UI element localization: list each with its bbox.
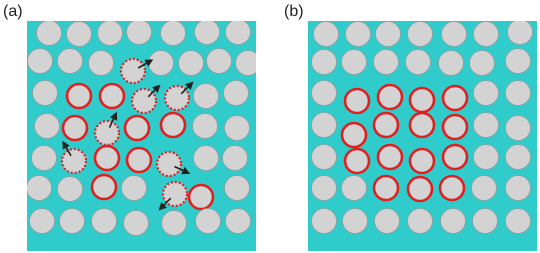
panel-a-particle <box>179 51 204 76</box>
panel-b-particle <box>376 22 401 47</box>
panel-a-ringed-particle <box>189 185 213 209</box>
panel-a-particle <box>124 211 149 236</box>
panel-a-particle <box>122 176 147 201</box>
panel-b-particle <box>342 50 367 75</box>
panel-b-particle <box>506 176 531 201</box>
panel-a-particle <box>92 209 117 234</box>
panel-b-particle <box>342 176 367 201</box>
panel-b-particle <box>312 145 337 170</box>
panel-a-particle <box>236 51 257 76</box>
panel-a-particle <box>194 84 219 109</box>
panel-a-particle <box>225 116 250 141</box>
panel-a-particle <box>58 177 83 202</box>
panel-a-particle <box>67 22 92 47</box>
panel-a-particle <box>35 114 60 139</box>
panel-b-particle <box>375 209 400 234</box>
panel-b-particle <box>474 145 499 170</box>
panel-b-particle <box>506 49 531 74</box>
panel-b-label: (b) <box>284 3 304 20</box>
panel-a-particle <box>32 146 57 171</box>
panel-b-ringed-particle <box>378 145 402 169</box>
panel-b-particle <box>506 81 531 106</box>
panel-a-particle <box>161 21 186 46</box>
panel-a <box>27 21 256 251</box>
panel-a-dotted-particle <box>157 152 181 176</box>
panel-b-particle <box>506 209 531 234</box>
panel-a-particle <box>27 176 52 201</box>
panel-a-particle <box>196 209 221 234</box>
panel-a-particle <box>58 49 83 74</box>
panel-b-particle <box>470 51 495 76</box>
panel-b-particle <box>408 209 433 234</box>
panel-b-particle <box>343 209 368 234</box>
panel-b-ringed-particle <box>443 145 467 169</box>
panel-a-particle <box>162 211 187 236</box>
panel-b-particle <box>441 209 466 234</box>
panel-b-particle <box>506 116 531 141</box>
panel-b-particle <box>473 209 498 234</box>
panel-b-ringed-particle <box>443 86 467 110</box>
panel-a-ringed-particle <box>67 84 91 108</box>
panel-a-particle <box>225 176 250 201</box>
panel-b-particle <box>508 21 533 45</box>
panel-a-label: (a) <box>3 3 23 20</box>
panel-b-particle <box>312 209 337 234</box>
panel-a-particle <box>207 49 232 74</box>
panel-b-particle <box>474 22 499 47</box>
panel-b-ringed-particle <box>374 113 398 137</box>
panel-a-particle <box>60 209 85 234</box>
panel-a-ringed-particle <box>92 175 116 199</box>
panel-b-ringed-particle <box>410 113 434 137</box>
panel-a-particle <box>98 21 123 46</box>
panel-a-particle <box>37 21 62 46</box>
panel-b-particle <box>474 113 499 138</box>
panel-b-ringed-particle <box>410 149 434 173</box>
panel-a-particle <box>224 81 249 106</box>
panel-b <box>308 21 537 251</box>
panel-a-particle <box>33 81 58 106</box>
panel-a-particle <box>226 209 251 234</box>
panel-a-particle <box>30 209 55 234</box>
panel-a-particle <box>193 114 218 139</box>
panel-b-particle <box>312 81 337 106</box>
panel-b-particle <box>474 81 499 106</box>
panel-b-particle <box>312 176 337 201</box>
panel-a-ringed-particle <box>125 116 149 140</box>
panel-a-particle <box>149 51 174 76</box>
panel-b-particle <box>439 51 464 76</box>
panel-a-ringed-particle <box>161 113 185 137</box>
panel-a-particle <box>223 146 248 171</box>
panel-b-ringed-particle <box>440 176 464 200</box>
panel-b-ringed-particle <box>408 177 432 201</box>
panel-b-particle <box>374 50 399 75</box>
panel-a-particle <box>194 146 219 171</box>
panel-b-particle <box>314 22 339 47</box>
panel-a-particle <box>127 21 152 45</box>
panel-a-dotted-particle <box>121 59 145 83</box>
panel-a-dotted-particle <box>95 121 119 145</box>
panel-a-ringed-particle <box>127 148 151 172</box>
panel-b-particle <box>442 22 467 47</box>
panel-b-ringed-particle <box>443 115 467 139</box>
panel-b-ringed-particle <box>345 89 369 113</box>
panel-a-ringed-particle <box>63 116 87 140</box>
panel-b-ringed-particle <box>342 123 366 147</box>
panel-a-dotted-particle <box>62 149 86 173</box>
panel-a-particle <box>28 49 53 74</box>
panel-a-particle <box>89 51 114 76</box>
panel-b-particle <box>472 176 497 201</box>
panel-b-particle <box>312 113 337 138</box>
panel-b-particle <box>406 50 431 75</box>
panel-a-ringed-particle <box>95 146 119 170</box>
panel-a-particle <box>226 21 251 45</box>
panel-a-particle <box>195 21 220 45</box>
panel-b-ringed-particle <box>378 85 402 109</box>
panel-b-particle <box>312 50 337 75</box>
panel-a-ringed-particle <box>100 84 124 108</box>
panel-b-particle <box>506 145 531 170</box>
panel-b-particle <box>408 22 433 47</box>
panel-b-ringed-particle <box>345 149 369 173</box>
panel-b-particle <box>346 22 371 47</box>
panel-b-ringed-particle <box>410 88 434 112</box>
panel-b-ringed-particle <box>374 176 398 200</box>
